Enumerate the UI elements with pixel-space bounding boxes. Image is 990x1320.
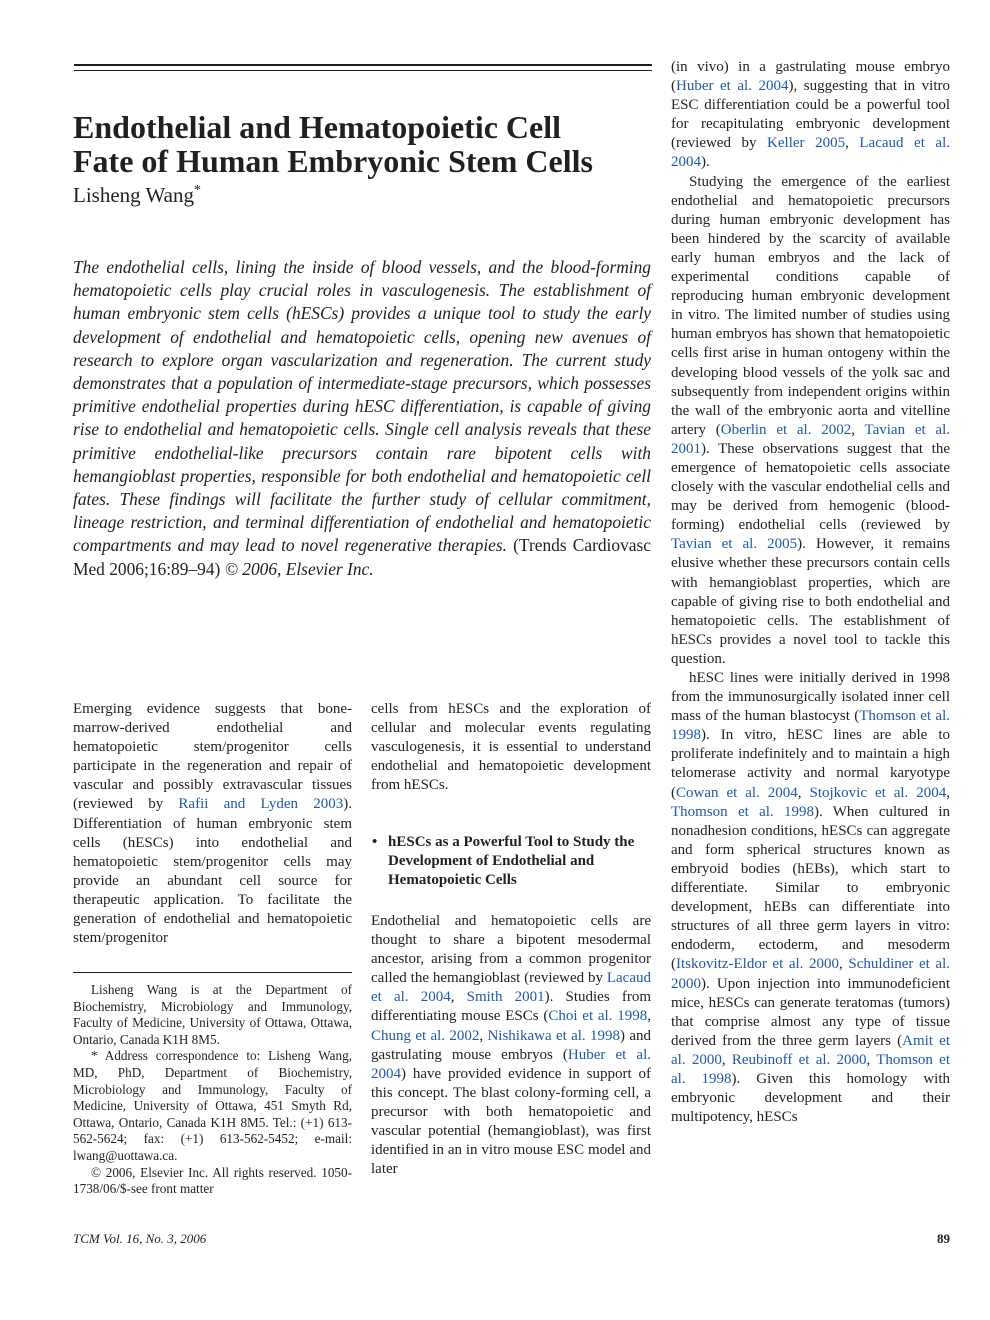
reference-link[interactable]: Amit et al. 2000 [671, 1032, 950, 1068]
text-run: ). Studies from differentiating mouse ESCs ( [371, 989, 651, 1025]
body-paragraph [671, 173, 950, 669]
text-run: ). In vitro, hESC lines are able to proliferate indefinitely and to maintain a high telomerase activity and normal karyotype ( [671, 727, 950, 801]
reference-link[interactable]: Keller 2005 [767, 135, 846, 152]
text-run: ). These observations suggest that the emergence of hematopoietic cells associate closely with the vascular endothelial cells and may be derived from hemogenic (blood-forming) endothelial cells (reviewed by [671, 440, 950, 534]
text-run: ). Given this homology with embryonic development and their multipotency, hESCs [671, 1070, 950, 1126]
text-run: ). Differentiation of human embryonic stem cells (hESCs) into endothelial and hematopoietic stem/progenitor cells may provide an abundant cell source for therapeutic application. To facilitate the generation of endothelial and hematopoietic stem/progenitor [73, 796, 352, 947]
reference-link[interactable]: Tavian et al. 2005 [671, 536, 798, 553]
article-title [73, 110, 673, 178]
journal-footer: TCM Vol. 16, No. 3, 2006 [73, 1231, 207, 1246]
body-paragraph: cells from hESCs and the exploration of cellular and molecular events regulating vasculogenesis, it is essential to understand endothelial and hematopoietic development from hESCs. [371, 701, 651, 794]
text-run: ). Upon injection into immunodeficient mice, hESCs can generate teratomas (tumors) that comprise almost any type of tissue derived from the three germ layers ( [671, 975, 950, 1049]
reference-link[interactable]: Schuldiner et al. 2000 [671, 956, 951, 992]
reference-link[interactable]: Huber et al. 2004 [676, 78, 789, 95]
text-run: , [851, 421, 865, 438]
reference-link[interactable]: Thomson et al. 1998 [671, 803, 814, 820]
reference-link[interactable]: Thomson et al. 1998 [671, 708, 950, 744]
column-1 [73, 700, 352, 948]
abstract [73, 256, 651, 581]
text-run: , [845, 135, 860, 152]
body-paragraph [73, 700, 352, 948]
text-run: , [946, 784, 951, 801]
affiliation-divider [73, 972, 352, 973]
reference-link[interactable]: Chung et al. 2002 [371, 1027, 480, 1044]
abstract-citation: (Trends Cardiovasc Med 2006;16:89–94) [73, 535, 651, 579]
text-run: ) have provided evidence in support of this concept. The blast colony-forming cell, a precursor with both hematopoietic and vascular potential (hemangioblast), was first identified in an in vitro mouse ESC model and later [371, 1065, 651, 1178]
column-3 [671, 58, 950, 1127]
reference-link[interactable]: Smith 2001 [466, 989, 545, 1006]
text-run: Emerging evidence suggests that bone-marrow-derived endothelial and hematopoietic stem/progenitor cells participate in the regeneration and repair of vascular and possibly extravascular tissues (reviewed by [73, 701, 352, 813]
text-run: , [450, 989, 467, 1006]
correspondence-paragraph: * Address correspondence to: Lisheng Wang, MD, PhD, Department of Biochemistry, Microbiology and Immunology, Faculty of Medicine, University of Ottawa, 451 Smyth Rd, Ottawa, Ontario, Canada K1H 8M5. Tel.: (+1) 613-562-5624; fax: (+1) 613-562-5452; e-mail: lwang@uottawa.ca. [73, 1048, 352, 1163]
body-paragraph [671, 669, 950, 1127]
body-paragraph [671, 58, 950, 173]
text-run: ) and gastrulating mouse embryos ( [371, 1027, 651, 1063]
text-run: , [479, 1027, 488, 1044]
page-number: 89 [937, 1231, 950, 1246]
reference-link[interactable]: Rafii and Lyden 2003 [178, 796, 344, 813]
text-run: ). [701, 154, 710, 171]
body-paragraph [371, 912, 651, 1179]
reference-link[interactable]: Stojkovic et al. 2004 [809, 784, 947, 801]
reference-link[interactable]: Choi et al. 1998 [548, 1008, 648, 1025]
text-run: , [797, 784, 810, 801]
author-name: Lisheng Wang [73, 183, 194, 207]
author-line [73, 183, 201, 208]
author-footnote-mark: * [194, 183, 201, 198]
section-bullet: • [372, 834, 378, 850]
text-run: hESC lines were initially derived in 1998 from the immunosurgically isolated inner cell mass of the human blastocyst ( [671, 670, 950, 725]
column-2-continued [371, 912, 651, 1179]
reference-link[interactable]: Itskovitz-Eldor et al. 2000 [676, 956, 840, 973]
text-run: ). When cultured in nonadhesion conditions, hESCs can aggregate and form spherical structures known as embryoid bodies (hEBs), which start to differentiate. Similar to embryonic development, hEBs can differentiate into structures of all three germ layers in vitro: endoderm, ectoderm, and mesoderm ( [671, 803, 950, 973]
reference-link[interactable]: Cowan et al. 2004 [676, 784, 798, 801]
text-run: , [647, 1008, 652, 1025]
text-run: Studying the emergence of the earliest endothelial and hematopoietic precursors during human embryonic development has been hindered by the scarcity of available early human embryos and the lack of experimental conditions capable of reproducing human embryonic development in vitro. The limited number of studies using human embryos has shown that hematopoietic cells first arise in human ontogeny within the developing blood vessels of the yolk sac and subsequently from independent origins within the wall of the embryonic aorta and vitelline artery ( [671, 173, 950, 438]
affiliation-note [73, 982, 352, 1198]
section-title: hESCs as a Powerful Tool to Study the Development of Endothelial and Hematopoietic Cells [388, 834, 635, 889]
reference-link[interactable]: Lacaud et al. 2004 [371, 970, 651, 1006]
reference-link[interactable]: Lacaud et al. 2004 [671, 135, 950, 171]
reference-link[interactable]: Oberlin et al. 2002 [720, 421, 852, 438]
title-line-1: Endothelial and Hematopoietic Cell [73, 109, 561, 145]
text-run: , [839, 956, 849, 973]
text-run: , [866, 1051, 877, 1068]
text-run: , [721, 1051, 732, 1068]
reference-link[interactable]: Nishikawa et al. 1998 [487, 1027, 621, 1044]
reference-link[interactable]: Thomson et al. 1998 [671, 1051, 951, 1087]
reference-link[interactable]: Huber et al. 2004 [371, 1046, 651, 1082]
reference-link[interactable]: Tavian et al. 2001 [671, 421, 951, 457]
text-run: (in vivo) in a gastrulating mouse embryo ( [671, 59, 950, 95]
copyright-paragraph: © 2006, Elsevier Inc. All rights reserved. 1050-1738/06/$-see front matter [73, 1164, 352, 1197]
header-rule-thick [74, 64, 652, 66]
title-line-2: Fate of Human Embryonic Stem Cells [73, 143, 593, 179]
header-rule-thin [74, 70, 652, 71]
text-run: ). However, it remains elusive whether these precursors contain cells with hemangioblast properties, which are capable of giving rise to both endothelial and hematopoietic cells. The establishment of hESCs provides a novel tool to tackle this question. [671, 536, 950, 667]
text-run: ), suggesting that in vitro ESC differentiation could be a powerful tool for recapitulating embryonic development (reviewed by [671, 78, 951, 152]
abstract-text: The endothelial cells, lining the inside of blood vessels, and the blood-forming hematopoietic cells play crucial roles in vasculogenesis. The establishment of human embryonic stem cells (hESCs) provides a unique tool to study the early development of endothelial and hematopoietic cells, opening new avenues of research to explore organ vascularization and regeneration. The current study demonstrates that a population of intermediate-stage precursors, which possesses primitive endothelial properties during hESC differentiation, is capable of giving rise to endothelial and hematopoietic cells. Single cell analysis reveals that these primitive endothelial-like precursors contain rare bipotent cells with hemangioblast properties, responsible for both endothelial and hematopoietic cell fates. These findings will facilitate the further study of cellular commitment, lineage restriction, and terminal differentiation of endothelial and hematopoietic compartments and may lead to novel regenerative therapies. [73, 257, 651, 556]
text-run: Endothelial and hematopoietic cells are thought to share a bipotent mesodermal ancestor, arising from a common progenitor called the hemangioblast (reviewed by [371, 913, 651, 987]
section-heading [372, 833, 651, 890]
abstract-copyright: © 2006, Elsevier Inc. [224, 558, 374, 579]
column-2 [371, 700, 651, 795]
affiliation-paragraph: Lisheng Wang is at the Department of Biochemistry, Microbiology and Immunology, Faculty of Medicine, University of Ottawa, Ottawa, Ontario, Canada K1H 8M5. [73, 982, 352, 1047]
reference-link[interactable]: Reubinoff et al. 2000 [731, 1051, 867, 1068]
